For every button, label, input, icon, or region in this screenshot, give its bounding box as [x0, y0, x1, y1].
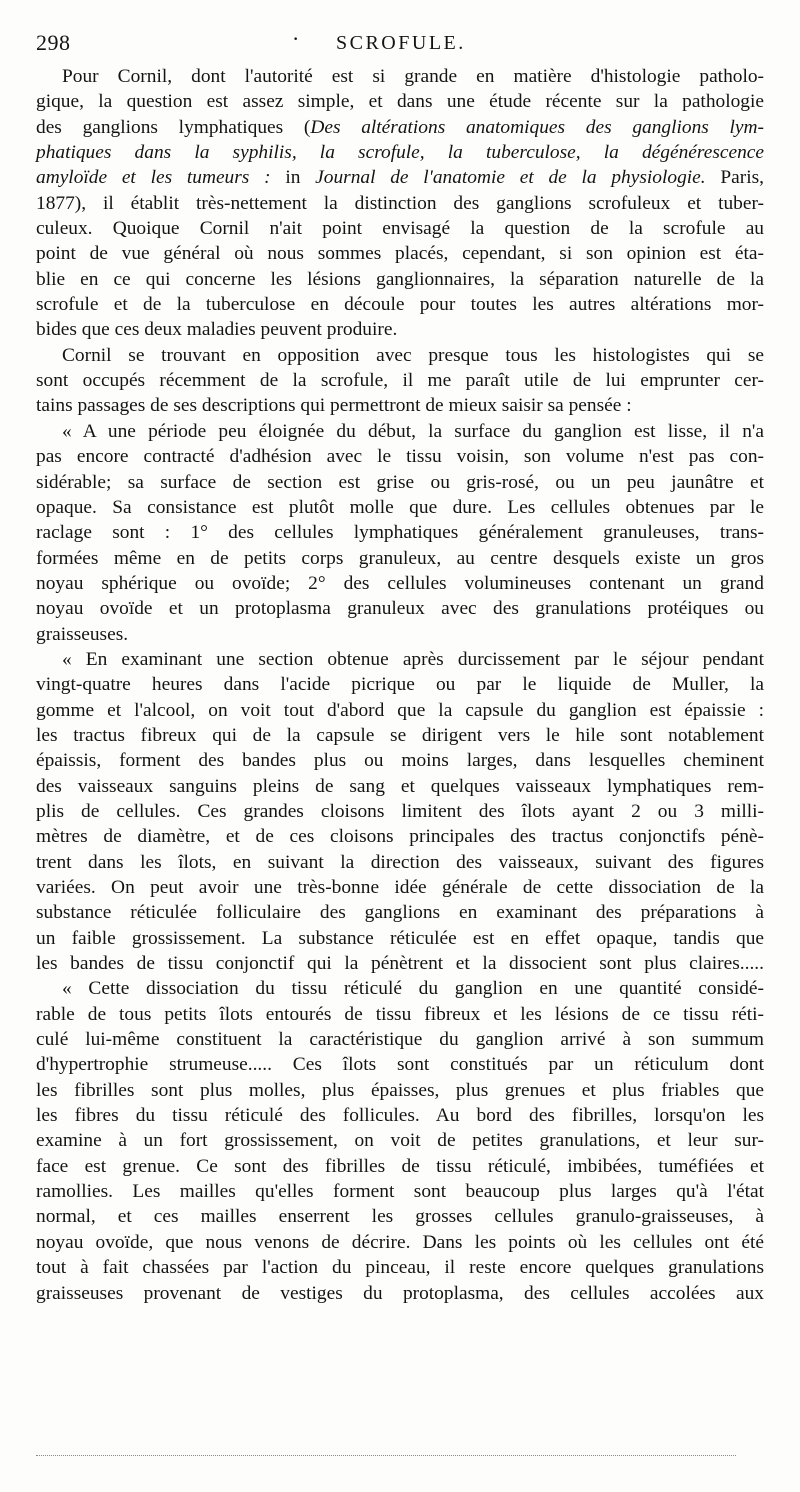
text-line [36, 64, 764, 89]
text-segment: pas encore contracté d'adhésion avec le tissu voisin, son volume n'est pas con- [36, 446, 764, 468]
text-line [36, 165, 764, 190]
text-line [36, 748, 764, 773]
italic-segment: Journal de l'anatomie et de la physiologie. [315, 167, 706, 189]
text-segment: épaissis, forment des bandes plus ou moins larges, dans lesquelles cheminent [36, 750, 764, 772]
text-line [36, 647, 764, 672]
text-line [36, 89, 764, 114]
text-segment: in [270, 167, 316, 189]
text-line [36, 850, 764, 875]
text-segment: d'hypertrophie strumeuse..... Ces îlots sont constitués par un réticulum dont [36, 1054, 764, 1076]
text-segment: des ganglions lymphatiques ( [36, 116, 311, 138]
text-line [36, 520, 764, 545]
text-line [36, 1281, 764, 1306]
text-segment: trent dans les îlots, en suivant la direction des vaisseaux, suivant des figures [36, 851, 764, 873]
page-header [36, 24, 764, 54]
page-number: 298 [36, 30, 71, 55]
text-segment: point de vue général où nous sommes placés, cependant, si son opinion est éta- [36, 243, 764, 265]
text-line [36, 317, 764, 342]
text-line [36, 1002, 764, 1027]
text-line [36, 1078, 764, 1103]
text-line [36, 1128, 764, 1153]
text-segment: blie en ce qui concerne les lésions ganglionnaires, la séparation naturelle de la [36, 268, 764, 290]
text-segment: culeux. Quoique Cornil n'ait point envisagé la question de la scrofule au [36, 218, 764, 240]
text-line [36, 723, 764, 748]
text-line [36, 1230, 764, 1255]
text-line [36, 1027, 764, 1052]
text-segment: raclage sont : 1° des cellules lymphatiques généralement granuleuses, trans- [36, 522, 764, 544]
header-separator: · [292, 26, 300, 51]
text-line [36, 571, 764, 596]
body-text [36, 64, 764, 1306]
text-line [36, 241, 764, 266]
text-segment: Pour Cornil, dont l'autorité est si grande en matière d'histologie patholo- [62, 66, 764, 87]
text-line [36, 1103, 764, 1128]
text-segment: variées. On peut avoir une très-bonne idée générale de cette dissociation de la [36, 877, 764, 898]
text-line [36, 267, 764, 292]
text-segment: vingt-quatre heures dans l'acide picrique ou par le liquide de Muller, la [36, 674, 764, 696]
text-segment: les bandes de tissu conjonctif qui la pénètrent et la dissocient sont plus claires..... [36, 953, 764, 975]
italic-segment: phatiques dans la syphilis, la scrofule, la tuberculose, la dégénérescence [36, 142, 764, 164]
text-line [36, 419, 764, 444]
text-line [36, 292, 764, 317]
text-segment: Paris, [705, 167, 764, 189]
text-segment: opaque. Sa consistance est plutôt molle que dure. Les cellules obtenues par le [36, 496, 764, 518]
text-line [36, 343, 764, 368]
text-line [36, 470, 764, 495]
text-line [36, 951, 764, 976]
text-line [36, 976, 764, 1001]
footer-rule [36, 1455, 736, 1456]
text-line [36, 216, 764, 241]
text-line [36, 444, 764, 469]
text-line [36, 799, 764, 824]
text-line [36, 1255, 764, 1280]
text-segment: noyau sphérique ou ovoïde; 2° des cellules volumineuses contenant un grand [36, 572, 764, 594]
text-segment: examine à un fort grossissement, on voit de petites granulations, et leur sur- [36, 1130, 764, 1152]
text-segment: noyau ovoïde, que nous venons de décrire. Dans les points où les cellules ont été [36, 1231, 764, 1253]
text-segment: rable de tous petits îlots entourés de tissu fibreux et les lésions de ce tissu réti- [36, 1003, 764, 1025]
text-segment: graisseuses. [36, 623, 129, 645]
text-line [36, 1052, 764, 1077]
text-segment: des vaisseaux sanguins pleins de sang et quelques vaisseaux lymphatiques rem- [36, 775, 764, 797]
text-segment: sidérable; sa surface de section est grise ou gris-rosé, ou un peu jaunâtre et [36, 471, 764, 493]
text-line [36, 926, 764, 951]
text-segment: plis de cellules. Ces grandes cloisons limitent des îlots ayant 2 ou 3 milli- [36, 800, 764, 822]
text-segment: bides que ces deux maladies peuvent produire. [36, 319, 398, 341]
text-line [36, 900, 764, 925]
text-line [36, 672, 764, 697]
text-segment: 1877), il établit très-nettement la distinction des ganglions scrofuleux et tuber- [36, 192, 764, 214]
text-line [36, 140, 764, 165]
text-line [36, 698, 764, 723]
text-line [36, 115, 764, 140]
text-segment: Cornil se trouvant en opposition avec presque tous les histologistes qui se [62, 344, 764, 366]
text-segment: graisseuses provenant de vestiges du protoplasma, des cellules accolées aux [36, 1282, 764, 1304]
text-line [36, 824, 764, 849]
italic-segment: amyloïde et les tumeurs : [36, 167, 271, 189]
text-line [36, 546, 764, 571]
text-segment: gomme et l'alcool, on voit tout d'abord que la capsule du ganglion est épaissie : [36, 699, 764, 721]
text-segment: formées même en de petits corps granuleux, au centre desquels existe un gros [36, 547, 764, 569]
text-segment: ramollies. Les mailles qu'elles forment sont beaucoup plus larges qu'à l'état [36, 1181, 764, 1203]
text-line [36, 1154, 764, 1179]
text-segment: les fibrilles sont plus molles, plus épaisses, plus grenues et plus friables que [36, 1079, 764, 1101]
text-segment: sont occupés récemment de la scrofule, il me paraît utile de lui emprunter cer- [36, 370, 764, 392]
italic-segment: Des altérations anatomiques des ganglions lym- [310, 116, 765, 138]
text-segment: un faible grossissement. La substance réticulée est en effet opaque, tandis que [36, 927, 764, 949]
text-line [36, 774, 764, 799]
text-segment: culé lui-même constituent la caractéristique du ganglion arrivé à son summum [36, 1029, 764, 1051]
text-segment: les fibres du tissu réticulé des follicules. Au bord des fibrilles, lorsqu'on les [36, 1105, 764, 1127]
text-segment: substance réticulée folliculaire des ganglions en examinant des préparations à [36, 902, 764, 924]
running-title: SCROFULE. [336, 32, 466, 54]
text-segment: noyau ovoïde et un protoplasma granuleux avec des granulations protéiques ou [36, 598, 764, 620]
text-line [36, 596, 764, 621]
text-segment: « En examinant une section obtenue après durcissement par le séjour pendant [62, 648, 764, 670]
text-line [36, 622, 764, 647]
text-segment: tout à fait chassées par l'action du pinceau, il reste encore quelques granulations [36, 1257, 764, 1279]
text-segment: tains passages de ses descriptions qui permettront de mieux saisir sa pensée : [36, 395, 632, 417]
text-line [36, 1204, 764, 1229]
text-segment: face est grenue. Ce sont des fibrilles de tissu réticulé, imbibées, tuméfiées et [36, 1155, 764, 1177]
text-segment: « A une période peu éloignée du début, la surface du ganglion est lisse, il n'a [62, 420, 764, 442]
text-line [36, 368, 764, 393]
text-segment: normal, et ces mailles enserrent les grosses cellules granulo-graisseuses, à [36, 1206, 764, 1228]
text-segment: gique, la question est assez simple, et dans une étude récente sur la pathologie [36, 91, 764, 113]
text-line [36, 875, 764, 900]
text-segment: scrofule et de la tuberculose en découle pour toutes les autres altérations mor- [36, 294, 764, 316]
text-line [36, 495, 764, 520]
text-segment: les tractus fibreux qui de la capsule se dirigent vers le hile sont notablement [36, 724, 764, 746]
text-line [36, 191, 764, 216]
text-segment: mètres de diamètre, et de ces cloisons principales des tractus conjonctifs pénè- [36, 826, 764, 848]
text-segment: « Cette dissociation du tissu réticulé du ganglion en une quantité considé- [62, 978, 764, 1000]
text-line [36, 393, 764, 418]
text-line [36, 1179, 764, 1204]
